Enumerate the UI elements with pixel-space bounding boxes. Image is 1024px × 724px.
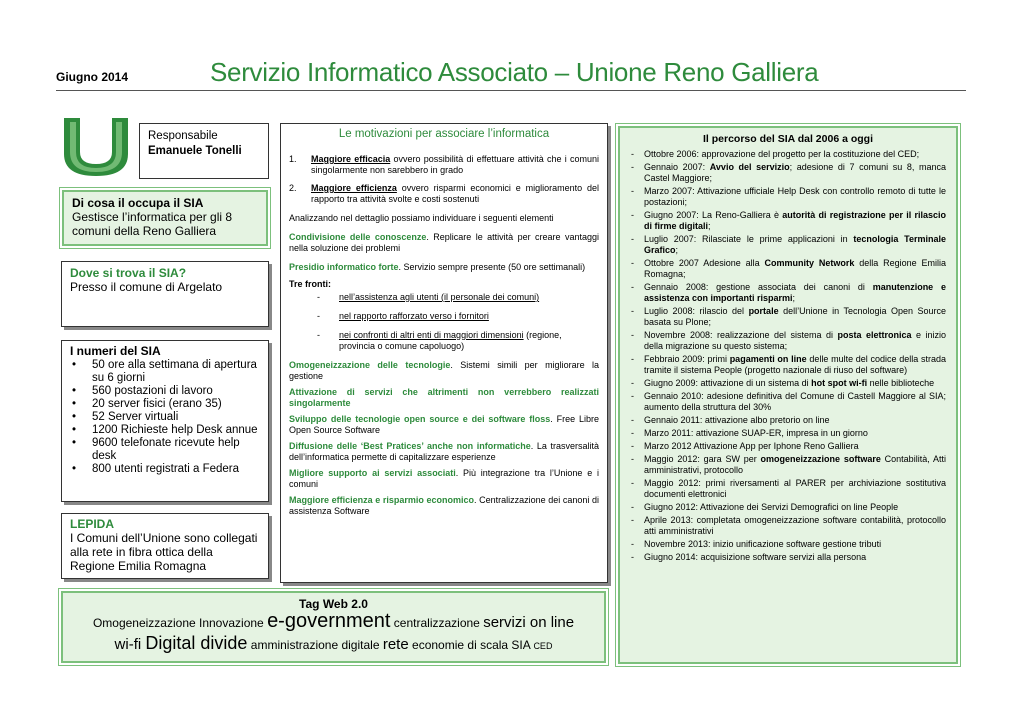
timeline-item [630,515,946,537]
condivisione-para [289,232,599,254]
timeline-item [630,210,946,232]
timeline-item [630,162,946,184]
timeline-text: ; [708,221,711,231]
fronte-text: nei confronti di altri enti di maggiori dimensioni [339,330,524,340]
timeline-text: Aprile 2013: completata omogeneizzazione software contabilità, protocollo atti amministrativi [644,515,946,536]
numeri-box [61,340,269,502]
dove-box [61,261,269,327]
timeline-item [630,354,946,376]
lepida-heading: LEPIDA [70,517,115,531]
tag-line-1 [73,611,594,633]
green-para: Diffusione delle ‘Best Pratices’ anche non informatiche. La trasversalità dell’informatica permette di capitalizzare esperienze [289,441,600,462]
document-date: Giugno 2014 [56,70,129,84]
tag-word: economie di scala SIA [408,638,534,652]
timeline-text: Giugno 2014: acquisizione software servizi alla persona [644,552,867,562]
motivazioni-intro: Analizzando nel dettaglio possiamo individuare i seguenti elementi [289,213,554,223]
timeline-highlight: hot spot wi-fi [811,378,868,388]
timeline-item [630,552,946,563]
timeline-highlight: autorità di registrazione per il rilascio di firme digitali [644,210,947,231]
timeline-text: Giugno 2009: attivazione di un sistema di [644,378,812,388]
timeline-highlight: posta elettronica [837,330,912,340]
tag-word: Digital divide [145,633,248,653]
timeline-text: Ottobre 2006: approvazione del progetto per la costituzione del CED; [644,149,920,159]
tag-word: wi-fi [114,636,146,653]
dove-heading: Dove si trova il SIA? [70,266,187,280]
timeline-text: Contabilità, Atti amministrativi, protocollo [644,454,946,475]
timeline-text: Novembre 2013: inizio unificazione software gestione tributi [644,539,882,549]
timeline-item [630,234,946,256]
percorso-list [630,149,946,563]
timeline-item [630,441,946,452]
cosa-text: Gestisce l’informatica per gli 8 comuni della Reno Galliera [72,210,233,238]
timeline-item [630,306,946,328]
timeline-text: Giugno 2012: Attivazione dei Servizi Demografici on line People [644,502,899,512]
para-text: . Servizio sempre presente (50 ore settimanali) [398,262,586,272]
tagweb-box [61,591,606,663]
timeline-item [630,454,946,476]
timeline-item [630,282,946,304]
motivazione-title: Maggiore efficienza [311,183,397,193]
timeline-text: dell’Unione in Tecnologia Open Source basata su Plone; [644,306,946,327]
timeline-text: Luglio 2008: rilascio del [644,306,749,316]
timeline-text: Febbraio 2009: primi [644,354,730,364]
fronte-text: nell’assistenza agli utenti (il personale dei comuni) [339,292,540,302]
timeline-highlight: portale [748,306,779,316]
page-title: Servizio Informatico Associato – Unione Reno Galliera [210,57,819,87]
fronte-text: nel rapporto rafforzato verso i fornitori [339,311,489,321]
green-para: Omogeneizzazione delle tecnologie. Sistemi simili per migliorare la gestione [289,360,600,381]
green-para: Migliore supporto ai servizi associati. Più integrazione tra l’Unione e i comuni [289,468,600,489]
timeline-text: Giugno 2007: La Reno-Galliera è [644,210,783,220]
timeline-text: Gennaio 2010: adesione definitiva del Comune di Castell Maggiore al SIA; aumento della struttura del 30% [644,391,946,412]
timeline-text: Gennaio 2011: attivazione albo pretorio on line [644,415,830,425]
timeline-text: Luglio 2007: Rilasciate le prime applicazioni in [644,234,854,244]
timeline-text: Marzo 2007: Attivazione ufficiale Help Desk con controllo remoto di tutte le postazioni; [644,186,946,207]
timeline-item [630,502,946,513]
timeline-highlight: tecnologia Terminale Grafico [644,234,946,255]
list-item: - nei confronti di altri enti di maggiori dimensioni (regione, provincia o comune capoluogo) [317,330,562,351]
timeline-text: Gennaio 2007: [644,162,710,172]
dove-text: Presso il comune di Argelato [70,280,223,294]
timeline-text: delle multe del codice della strada tramite il sistema People (progetto nazionale di riuso del software) [644,354,946,375]
list-item: • 52 Server virtuali [70,411,260,424]
tag-word: servizi on line [483,614,575,631]
list-item: • 1200 Richieste help Desk annue [70,424,260,437]
cosa-heading: Di cosa il occupa il SIA [72,196,204,210]
lepida-box [61,513,269,579]
para-text: . Replicare le attività per creare vantaggi nella soluzione dei problemi [289,232,599,253]
list-item: • 20 server fisici (erano 35) [70,398,260,411]
timeline-item [630,539,946,550]
timeline-item [630,330,946,352]
timeline-item [630,378,946,389]
tre-fronti-heading: Tre fronti: [289,279,331,289]
green-para: Sviluppo delle tecnologie open source e dei software floss. Free Libre Open Source Software [289,414,599,435]
motivazione-title: Maggiore efficacia [311,154,391,164]
timeline-item [630,478,946,500]
motivazioni-list [289,154,599,205]
timeline-text: Gennaio 2008: gestione associata dei canoni di [644,282,873,292]
timeline-item [630,186,946,208]
timeline-highlight: Avvio del servizio [709,162,790,172]
fronti-list [289,292,599,352]
timeline-item [630,415,946,426]
cosa-box [62,190,268,246]
tagweb-heading: Tag Web 2.0 [299,597,368,611]
list-item: • 50 ore alla settimana di apertura su 6 giorni [70,359,260,385]
tag-word: Omogeneizzazione Innovazione [92,616,268,630]
list-number: 1. [289,154,297,164]
header-divider [56,90,966,91]
numeri-heading: I numeri del SIA [70,344,161,358]
motivazioni-heading: Le motivazioni per associare l’informatica [338,128,550,140]
timeline-text: della Regione Emilia Romagna; [644,258,947,279]
percorso-box [618,126,958,664]
timeline-text: ; [675,245,679,255]
green-para: Attivazione di servizi che altrimenti non verrebbero realizzati singolarmente [289,387,599,408]
timeline-item [630,258,946,280]
motivazione-text: ovvero risparmi economici e miglioramento del rapporto tra attività svolte e costi sostenuti [311,183,599,204]
timeline-text: ; [792,293,796,303]
timeline-item [630,391,946,413]
tag-line-2 [73,633,594,656]
timeline-highlight: Community Network [764,258,855,268]
responsabile-name: Emanuele Tonelli [148,145,242,157]
tag-word: e-government [267,610,391,632]
timeline-text: Marzo 2011: attivazione SUAP-ER, impresa in un giorno [644,428,868,438]
timeline-text: Ottobre 2007 Adesione alla [644,258,765,268]
list-item: • 560 postazioni di lavoro [70,385,260,398]
list-item: - nel rapporto rafforzato verso i fornitori [317,311,489,321]
responsabile-label: Responsabile [148,130,218,142]
timeline-text: Novembre 2008: realizzazione del sistema di [644,330,838,340]
timeline-text: Maggio 2012: gara SW per [644,454,761,464]
timeline-item [630,428,946,439]
tag-word: rete [382,636,409,653]
responsabile-box [139,123,269,179]
lepida-text: I Comuni dell’Unione sono collegati alla rete in fibra ottica della Regione Emilia Romagna [70,531,258,573]
green-para: Maggiore efficienza e risparmio economico. Centralizzazione dei canoni di assistenza Software [289,495,599,516]
percorso-heading: Il percorso del SIA dal 2006 a oggi [703,133,873,145]
numeri-list [70,359,260,476]
green-label: Presidio informatico forte [289,262,399,272]
list-number: 2. [289,183,297,193]
tag-word: centralizzazione [390,616,484,630]
green-label: Condivisione delle conoscenze [289,232,427,242]
timeline-text: Maggio 2012: primi riversamenti al PARER per archiviazione sostitutiva documenti elettronici [644,478,946,499]
timeline-text: ; adesione di 7 comuni su 8, manca Castel Maggiore; [644,162,946,183]
list-item [289,183,599,205]
list-item: • 800 utenti registrati a Federa [70,463,260,476]
motivazione-text: ovvero possibilità di effettuare attività che i comuni singolarmente non sarebbero in grado [311,154,599,175]
timeline-highlight: manutenzione e assistenza con importanti risparmi [644,282,946,303]
timeline-text: e inizio della migrazione su questo sistema; [644,330,946,351]
timeline-text: nelle biblioteche [867,378,935,388]
timeline-highlight: omogeneizzazione software [760,454,881,464]
timeline-text: Marzo 2012 Attivazione App per Iphone Reno Galliera [644,441,859,451]
tag-word: amministrazione digitale [247,638,383,652]
motivazioni-box [280,123,608,583]
list-item: - nell’assistenza agli utenti (il personale dei comuni) [317,292,540,302]
unione-logo-icon [60,112,132,178]
list-item: • 9600 telefonate ricevute help desk [70,437,260,463]
timeline-highlight: pagamenti on line [729,354,807,364]
fronte-extra: (regione, provincia o comune capoluogo) [339,330,562,351]
tag-word: CED [533,641,553,651]
timeline-item [630,149,946,160]
presidio-para [289,262,599,273]
list-item [289,154,599,176]
